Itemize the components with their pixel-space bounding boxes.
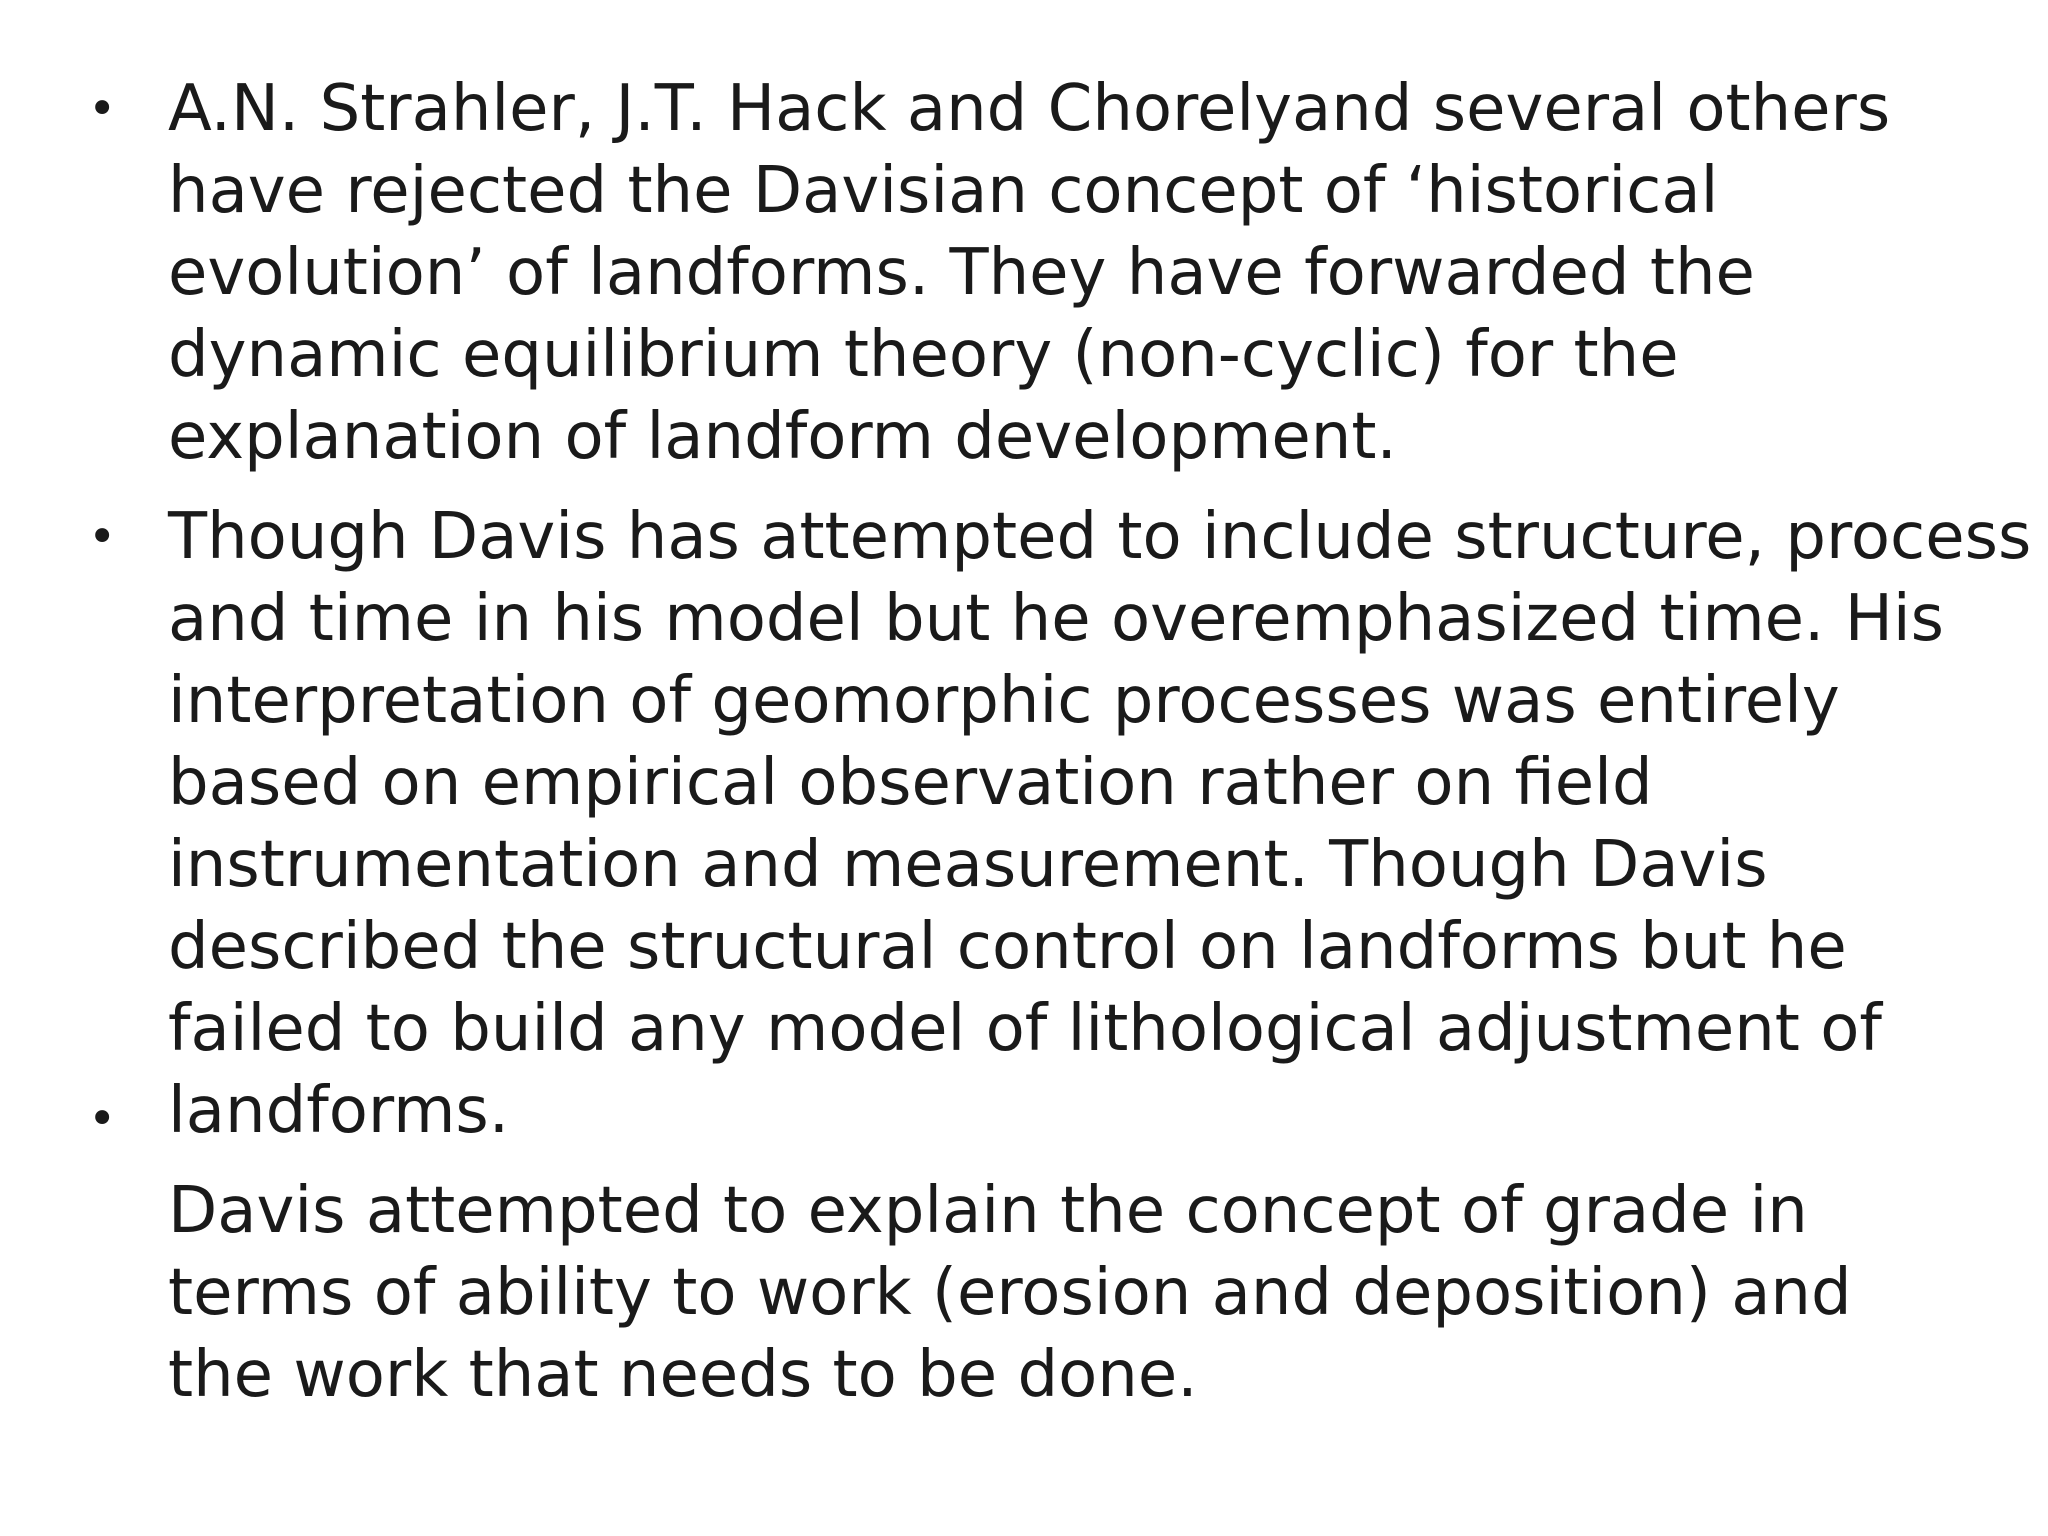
bullet-marker: • <box>88 1091 117 1147</box>
text-line: and time in his model but he overemphasized time. His <box>168 582 1944 656</box>
text-line: have rejected the Davisian concept of ‘historical <box>168 154 1719 228</box>
text-line: described the structural control on landforms but he <box>168 910 1847 984</box>
text-line: based on empirical observation rather on field <box>168 746 1653 820</box>
text-line: failed to build any model of lithological adjustment of <box>168 992 1882 1066</box>
text-line: terms of ability to work (erosion and deposition) and <box>168 1256 1852 1330</box>
text-line: instrumentation and measurement. Though Davis <box>168 828 1768 902</box>
bullet-text <box>168 1170 1852 1416</box>
text-line: dynamic equilibrium theory (non-cyclic) for the <box>168 318 1679 392</box>
text-line: Though Davis has attempted to include structure, process <box>168 500 2032 574</box>
bullet-marker: • <box>88 81 117 137</box>
text-line: interpretation of geomorphic processes was entirely <box>168 664 1840 738</box>
text-line: landforms. <box>168 1074 510 1148</box>
text-line: A.N. Strahler, J.T. Hack and Chorelyand several others <box>168 72 1891 146</box>
text-line: Davis attempted to explain the concept of grade in <box>168 1174 1808 1248</box>
text-line: the work that needs to be done. <box>168 1338 1198 1412</box>
text-line: evolution’ of landforms. They have forwarded the <box>168 236 1755 310</box>
text-line: explanation of landform development. <box>168 400 1397 474</box>
bullet-marker: • <box>88 509 117 565</box>
bullet-text <box>168 68 1890 478</box>
bullet-text <box>168 496 2031 1152</box>
